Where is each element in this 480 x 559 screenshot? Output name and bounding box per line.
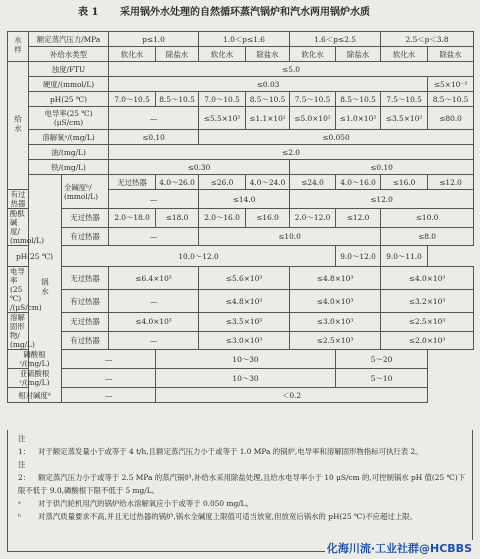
alk-value: 4.0～16.0 (336, 175, 381, 190)
feed-conductivity-label: 电导率(25 ℃) (μS/cm) (29, 107, 109, 130)
alkalinity-label: 全碱度ᵇ/ (mmol/L) (62, 175, 109, 209)
tds-value: — (109, 331, 199, 350)
boiler-ph-value: 10.0～12.0 (62, 246, 336, 267)
phen-value: ≤12.0 (336, 209, 381, 228)
phosphate-value: 5～20 (336, 350, 428, 369)
pressure-range-1: p≤1.0 (109, 32, 199, 47)
feed-ph-value: 8.5～10.5 (246, 92, 290, 107)
sulfite-value: 10～30 (156, 369, 336, 388)
iron-value: ≤0.10 (290, 160, 474, 175)
no-superheater-label: 无过热器 (109, 175, 156, 190)
table-number: 表 1 (78, 7, 99, 18)
feed-ph-value: 8.5～10.5 (156, 92, 199, 107)
boiler-cond-value: — (109, 290, 199, 313)
no-superheater-label: 无过热器 (62, 209, 109, 228)
feed-ph-value: 8.5～10.5 (336, 92, 381, 107)
water-sample-header: 水样 (8, 32, 29, 62)
oil-value: ≤2.0 (109, 145, 474, 160)
tds-value: ≤3.0×10³ (290, 313, 381, 332)
footnote-b: ᵇ 对蒸汽质量要求不高,并且无过热器的锅炉,锅水全碱度上限值可适当放宽,但放宽后锅水的 pH(25 ℃)不应超过上限。 (18, 512, 417, 521)
phosphate-label: 磷酸根ᶜ/(mg/L) (8, 350, 62, 369)
feed-cond-value: — (109, 107, 199, 130)
phen-value: ≤16.0 (246, 209, 290, 228)
feed-ph-value: 7.5～10.5 (290, 92, 336, 107)
feed-ph-value: 8.5～10.5 (428, 92, 474, 107)
boiler-cond-value: ≤3.2×10³ (381, 290, 474, 313)
demin-water-header: 除盐水 (336, 47, 381, 62)
feed-cond-value: ≤1.0×10² (336, 107, 381, 130)
phen-value: ≤10.0 (381, 209, 474, 228)
alk-value: ≤16.0 (381, 175, 428, 190)
feed-cond-value: ≤1.1×10² (246, 107, 290, 130)
feed-ph-value: 7.0～10.5 (199, 92, 246, 107)
rel-alk-value: ＜0.2 (156, 388, 428, 403)
oxygen-label: 溶解氧ᵃ/(mg/L) (29, 130, 109, 145)
feed-ph-value: 7.5～10.5 (381, 92, 428, 107)
sulfite-label: 亚硫酸根ᶜ/(mg/L) (8, 369, 62, 388)
alk-value: ≤14.0 (199, 190, 290, 209)
phen-value: 2.0～16.0 (199, 209, 246, 228)
with-superheater-label: 有过热器 (62, 331, 109, 350)
phen-value: ≤18.0 (156, 209, 199, 228)
feed-ph-label: pH(25 ℃) (29, 92, 109, 107)
tds-value: ≤4.0×10³ (109, 313, 199, 332)
boiler-ph-value: 9.0～11.0 (381, 246, 428, 267)
boiler-cond-value: ≤4.0×10³ (381, 267, 474, 290)
boiler-cond-value: ≤5.6×10³ (199, 267, 290, 290)
boiler-ph-label: pH(25 ℃) (8, 246, 62, 267)
feed-ph-value: 7.0～10.5 (109, 92, 156, 107)
boiler-cond-value: ≤4.8×10³ (199, 290, 290, 313)
tds-value: ≤2.5×10³ (381, 313, 474, 332)
table-title (0, 2, 480, 24)
alk-value: — (109, 190, 199, 209)
tds-value: ≤2.5×10³ (290, 331, 381, 350)
iron-label: 铁/(mg/L) (29, 160, 109, 175)
with-superheater-label: 有过热器 (62, 227, 109, 246)
alk-value: ≤12.0 (428, 175, 474, 190)
alk-value: 4.0～24.0 (246, 175, 290, 190)
boiler-cond-value: ≤4.8×10³ (290, 267, 381, 290)
phen-value: ≤10.0 (199, 227, 381, 246)
soft-water-header: 软化水 (381, 47, 428, 62)
soft-water-header: 软化水 (290, 47, 336, 62)
boiler-conductivity-label: 电导率(25 ℃) /(μS/cm) (8, 267, 29, 313)
water-quality-table (7, 31, 474, 403)
dissolved-solids-label: 溶解固形物/ (mg/L) (8, 313, 29, 350)
oxygen-value: ≤0.050 (199, 130, 474, 145)
oxygen-value: ≤0.10 (109, 130, 199, 145)
no-superheater-label: 无过热器 (62, 313, 109, 332)
hardness-label: 硬度/(mmol/L) (29, 77, 109, 92)
phen-value: 2.0～18.0 (109, 209, 156, 228)
alk-value: ≤26.0 (199, 175, 246, 190)
feed-cond-value: ≤5.0×10² (290, 107, 336, 130)
demin-water-header: 除盐水 (428, 47, 474, 62)
phenolphthalein-alkalinity-label: 酚酞碱度/ (mmol/L) (8, 209, 29, 246)
makeup-type-header: 补给水类型 (29, 47, 109, 62)
alk-value: ≤12.0 (290, 190, 474, 209)
hardness-value-demin: ≤5×10⁻³ (428, 77, 474, 92)
with-superheater-label: 有过热器 (62, 290, 109, 313)
note-2: 注 2： 额定蒸汽压力小于或等于 2.5 MPa 的蒸汽锅炉,补给水采用除盐处理,且给水电导率小于 10 μS/cm 的,可控制锅水 pH 值(25 ℃)下限不低于 9.0,磷酸根下限不低于 5 mg/L。 (18, 460, 466, 495)
table-notes (7, 430, 473, 552)
tds-value: ≤2.0×10³ (381, 331, 474, 350)
soft-water-header: 软化水 (109, 47, 156, 62)
boiler-water-label: 锅水 (29, 175, 62, 403)
phosphate-value: 10～30 (156, 350, 336, 369)
alk-value: ≤24.0 (290, 175, 336, 190)
demin-water-header: 除盐水 (156, 47, 199, 62)
tds-value: ≤3.5×10³ (199, 313, 290, 332)
feed-water-label: 给水 (8, 62, 29, 190)
pressure-header: 额定蒸汽压力/MPa (29, 32, 109, 47)
turbidity-label: 浊度/FTU (29, 62, 109, 77)
no-superheater-label: 无过热器 (62, 267, 109, 290)
phen-value: — (109, 227, 199, 246)
turbidity-value: ≤5.0 (109, 62, 474, 77)
boiler-cond-value: ≤6.4×10³ (109, 267, 199, 290)
pressure-range-4: 2.5＜p＜3.8 (381, 32, 474, 47)
iron-value: ≤0.30 (109, 160, 290, 175)
phen-value: ≤8.0 (381, 227, 474, 246)
footnote-a: ᵃ 对于供汽轮机用汽的锅炉给水溶解氧应小于或等于 0.050 mg/L。 (18, 499, 253, 508)
watermark: 化海川流·工业社群@HCBBS (326, 542, 472, 555)
rel-alk-value: — (62, 388, 156, 403)
hardness-value: ≤0.03 (109, 77, 428, 92)
pressure-range-2: 1.0＜p≤1.6 (199, 32, 290, 47)
with-superheater-label: 有过热器 (8, 190, 29, 209)
boiler-cond-value: ≤4.0×10³ (290, 290, 381, 313)
relative-alkalinity-label: 相对碱度ᵈ (8, 388, 62, 403)
sulfite-value: 5～10 (336, 369, 428, 388)
phosphate-value: — (62, 350, 156, 369)
feed-cond-value: ≤80.0 (428, 107, 474, 130)
feed-cond-value: ≤3.5×10² (381, 107, 428, 130)
boiler-ph-value: 9.0～12.0 (336, 246, 381, 267)
note-1: 注 1： 对于额定蒸发量小于或等于 4 t/h,且额定蒸汽压力小于或等于 1.0 MPa 的锅炉,电导率和溶解固形物指标可执行表 2。 (18, 434, 423, 456)
feed-cond-value: ≤5.5×10² (199, 107, 246, 130)
demin-water-header: 除盐水 (246, 47, 290, 62)
tds-value: ≤3.0×10³ (199, 331, 290, 350)
table-caption: 采用锅外水处理的自然循环蒸汽锅炉和汽水两用锅炉水质 (120, 7, 370, 18)
phen-value: 2.0～12.0 (290, 209, 336, 228)
sulfite-value: — (62, 369, 156, 388)
soft-water-header: 软化水 (199, 47, 246, 62)
oil-label: 油/(mg/L) (29, 145, 109, 160)
pressure-range-3: 1.6＜p≤2.5 (290, 32, 381, 47)
alk-value: 4.0～26.0 (156, 175, 199, 190)
